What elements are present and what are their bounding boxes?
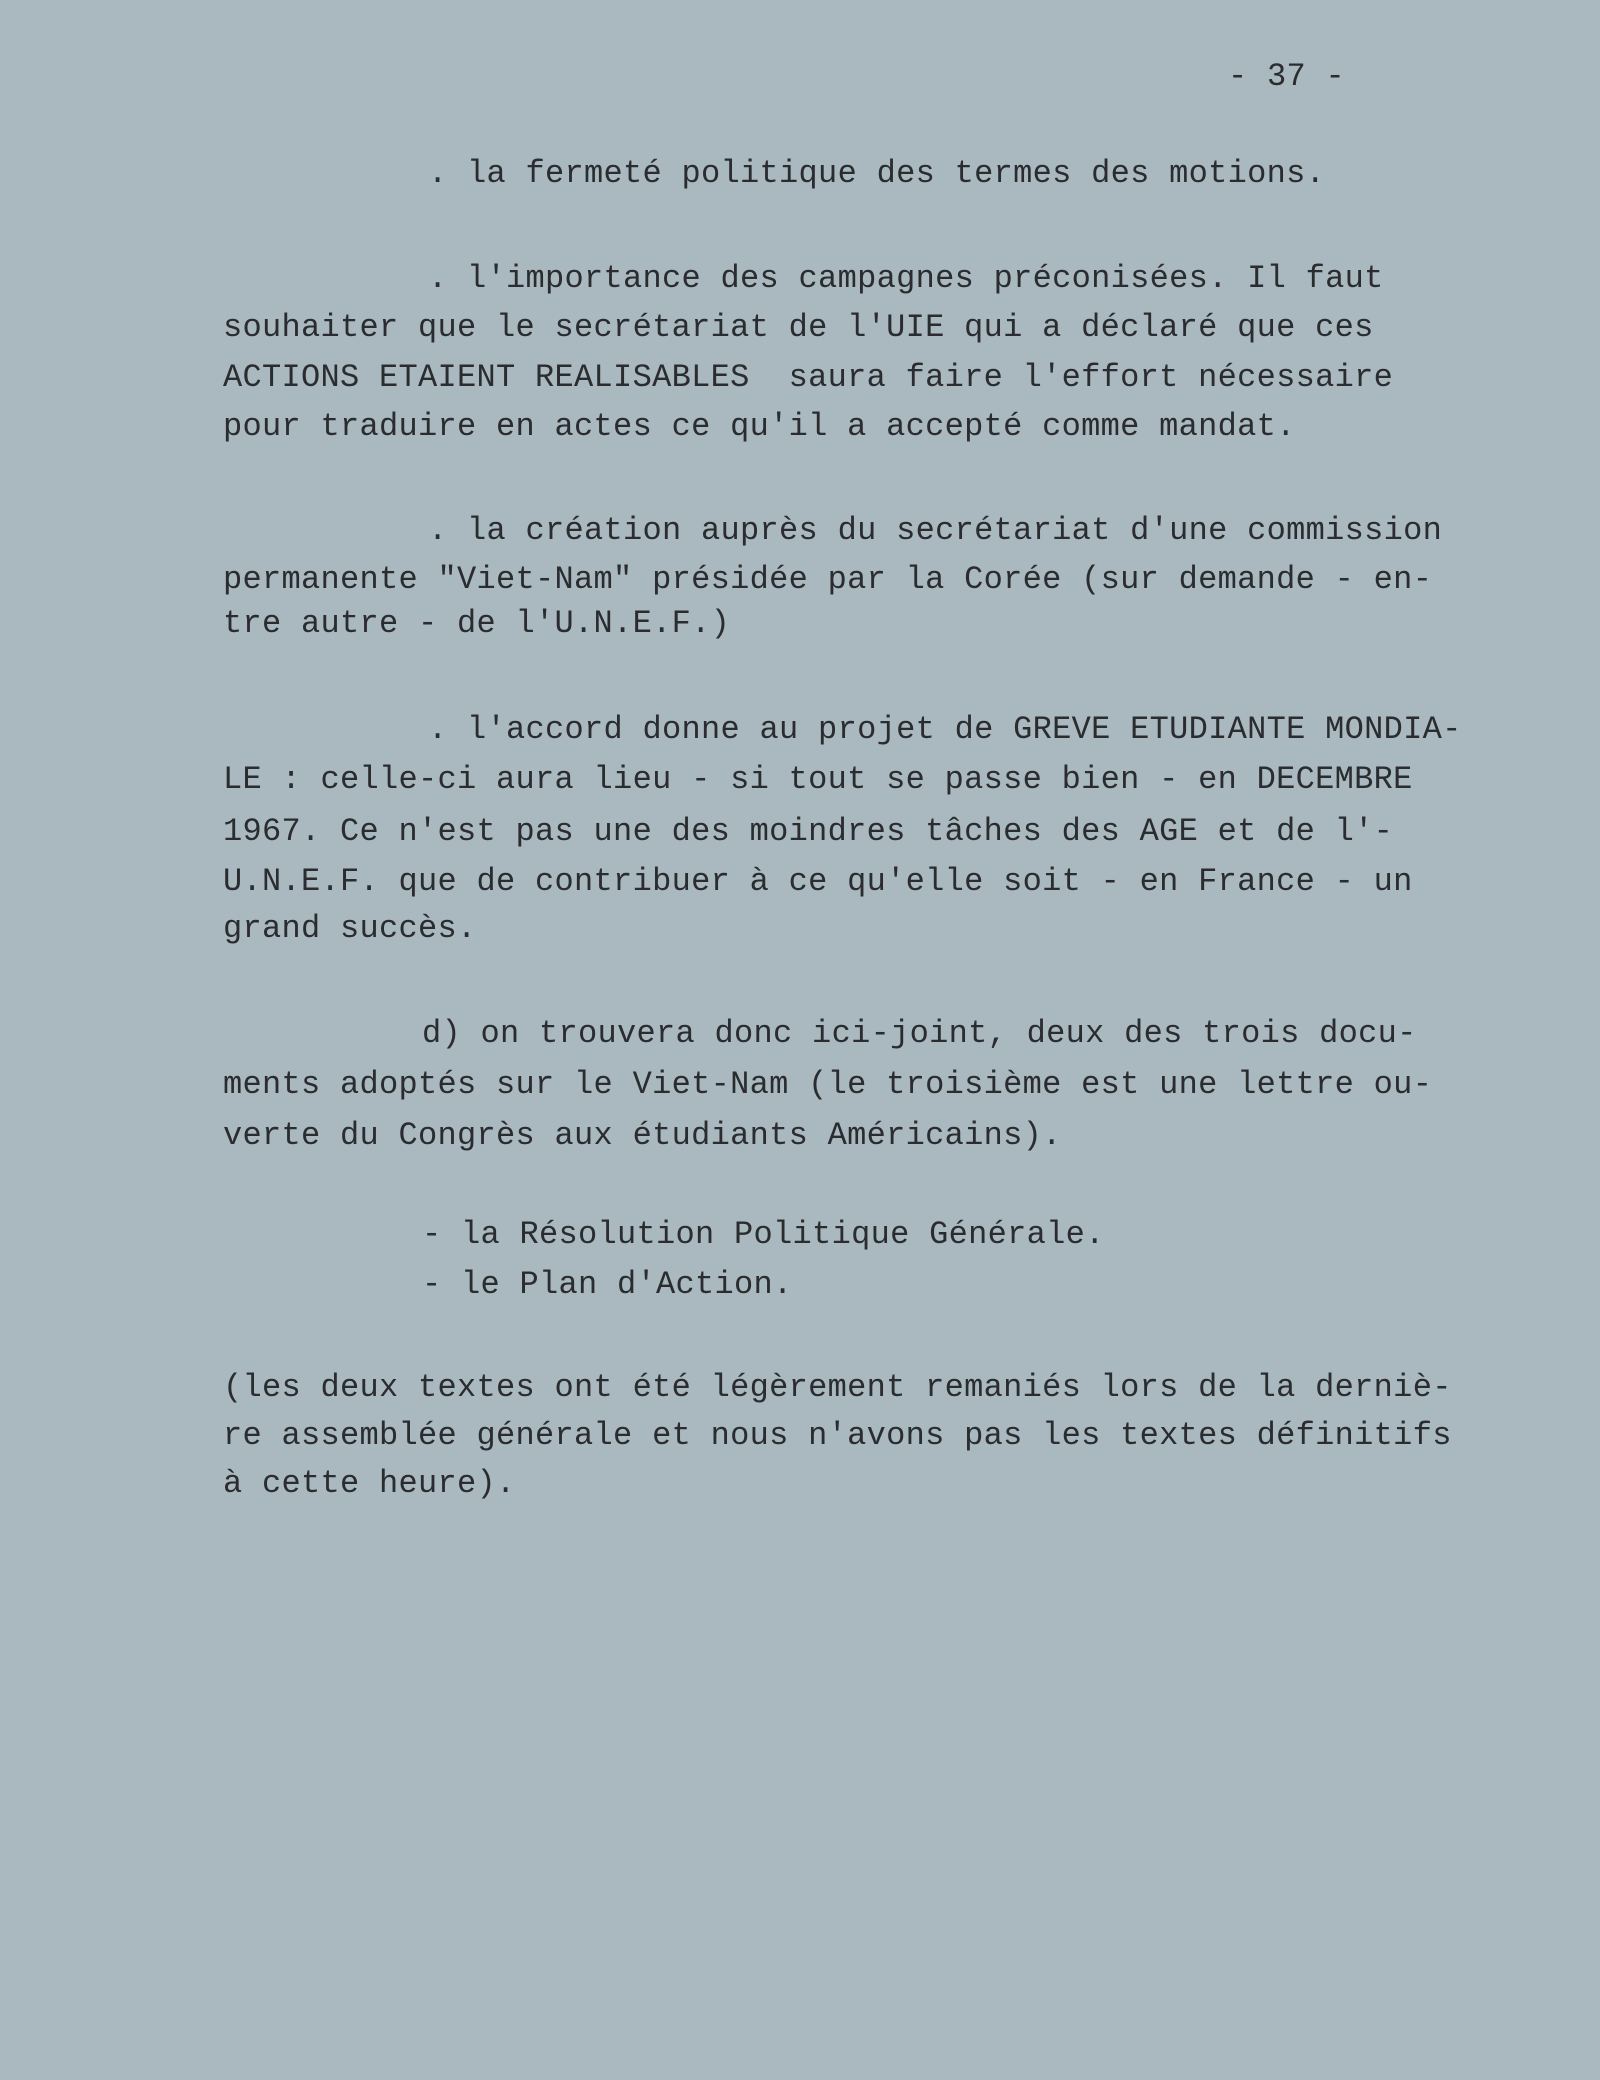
text-line: U.N.E.F. que de contribuer à ce qu'elle soit - en France - un [223,863,1413,900]
text-line: . l'importance des campagnes préconisées. Il faut [428,260,1384,297]
text-line: . l'accord donne au projet de GREVE ETUDIANTE MONDIA- [428,711,1462,748]
text-line: souhaiter que le secrétariat de l'UIE qui a déclaré que ces [223,309,1374,346]
text-line: LE : celle-ci aura lieu - si tout se passe bien - en DECEMBRE [223,761,1413,798]
page-number: - 37 - [1228,58,1346,95]
text-line: . la création auprès du secrétariat d'une commission [428,512,1443,549]
text-line: d) on trouvera donc ici-joint, deux des trois docu- [422,1015,1417,1052]
text-line: pour traduire en actes ce qu'il a accepté comme mandat. [223,408,1296,445]
list-item: - la Résolution Politique Générale. [422,1216,1105,1253]
text-line: verte du Congrès aux étudiants Américains). [223,1117,1062,1154]
text-line: permanente "Viet-Nam" présidée par la Corée (sur demande - en- [223,561,1433,598]
text-line: 1967. Ce n'est pas une des moindres tâches des AGE et de l'- [223,813,1394,850]
text-line: ments adoptés sur le Viet-Nam (le troisième est une lettre ou- [223,1066,1433,1103]
text-line: . la fermeté politique des termes des motions. [428,155,1326,192]
text-line: ACTIONS ETAIENT REALISABLES saura faire l'effort nécessaire [223,359,1394,396]
text-line: (les deux textes ont été légèrement remaniés lors de la derniè- [223,1369,1452,1406]
text-line: tre autre - de l'U.N.E.F.) [223,605,731,642]
text-line: re assemblée générale et nous n'avons pas les textes définitifs [223,1417,1452,1454]
list-item: - le Plan d'Action. [422,1266,793,1303]
text-line: grand succès. [223,910,477,947]
text-line: à cette heure). [223,1465,516,1502]
